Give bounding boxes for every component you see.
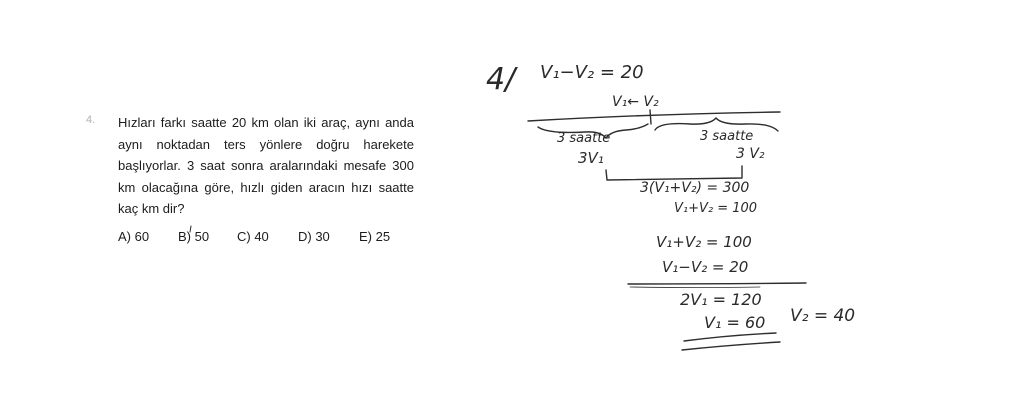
sum-result: 2V₁ = 120 <box>680 290 762 309</box>
solution-number: 4/ <box>486 62 516 97</box>
sum-line <box>628 283 806 284</box>
direction-arrows: V₁← V₂ <box>612 94 659 110</box>
right-distance-label: 3 V₂ <box>736 146 765 162</box>
question-text: Hızları farkı saatte 20 km olan iki araç, aynı anda aynı noktadan ters yönlere doğru harekete başlıyorlar. 3 saat sonra aralarındaki mesafe 300 km olacağına göre, hızlı giden aracın hızı saatte kaç km dir? <box>118 115 414 216</box>
answer-v1: V₁ = 60 <box>704 313 766 332</box>
equation-sum: V₁+V₂ = 100 <box>674 201 758 216</box>
answer-underline-1 <box>684 333 776 341</box>
number-line <box>528 112 780 121</box>
option-d: D) 30 <box>298 229 330 244</box>
option-a: A) 60 <box>118 229 150 244</box>
answer-v2: V₂ = 40 <box>790 306 856 326</box>
system-equation-2: V₁−V₂ = 20 <box>662 258 749 276</box>
left-time-label: 3 saatte <box>557 131 611 146</box>
equation-total: 3(V₁+V₂) = 300 <box>640 180 750 196</box>
option-b: B) 50 <box>178 229 210 244</box>
number-line-tick <box>650 110 651 124</box>
solution-line-1: V₁−V₂ = 20 <box>540 62 644 83</box>
option-e: E) 25 <box>359 229 391 244</box>
right-time-label: 3 saatte <box>700 129 754 144</box>
answer-underline-2 <box>682 342 780 350</box>
left-distance-label: 3V₁ <box>578 149 604 167</box>
option-c: C) 40 <box>237 229 269 244</box>
total-bracket <box>606 166 742 180</box>
system-equation-1: V₁+V₂ = 100 <box>656 233 752 251</box>
sum-line-2 <box>630 287 760 288</box>
answer-mark <box>190 226 191 232</box>
question-number: 4. <box>86 114 96 126</box>
